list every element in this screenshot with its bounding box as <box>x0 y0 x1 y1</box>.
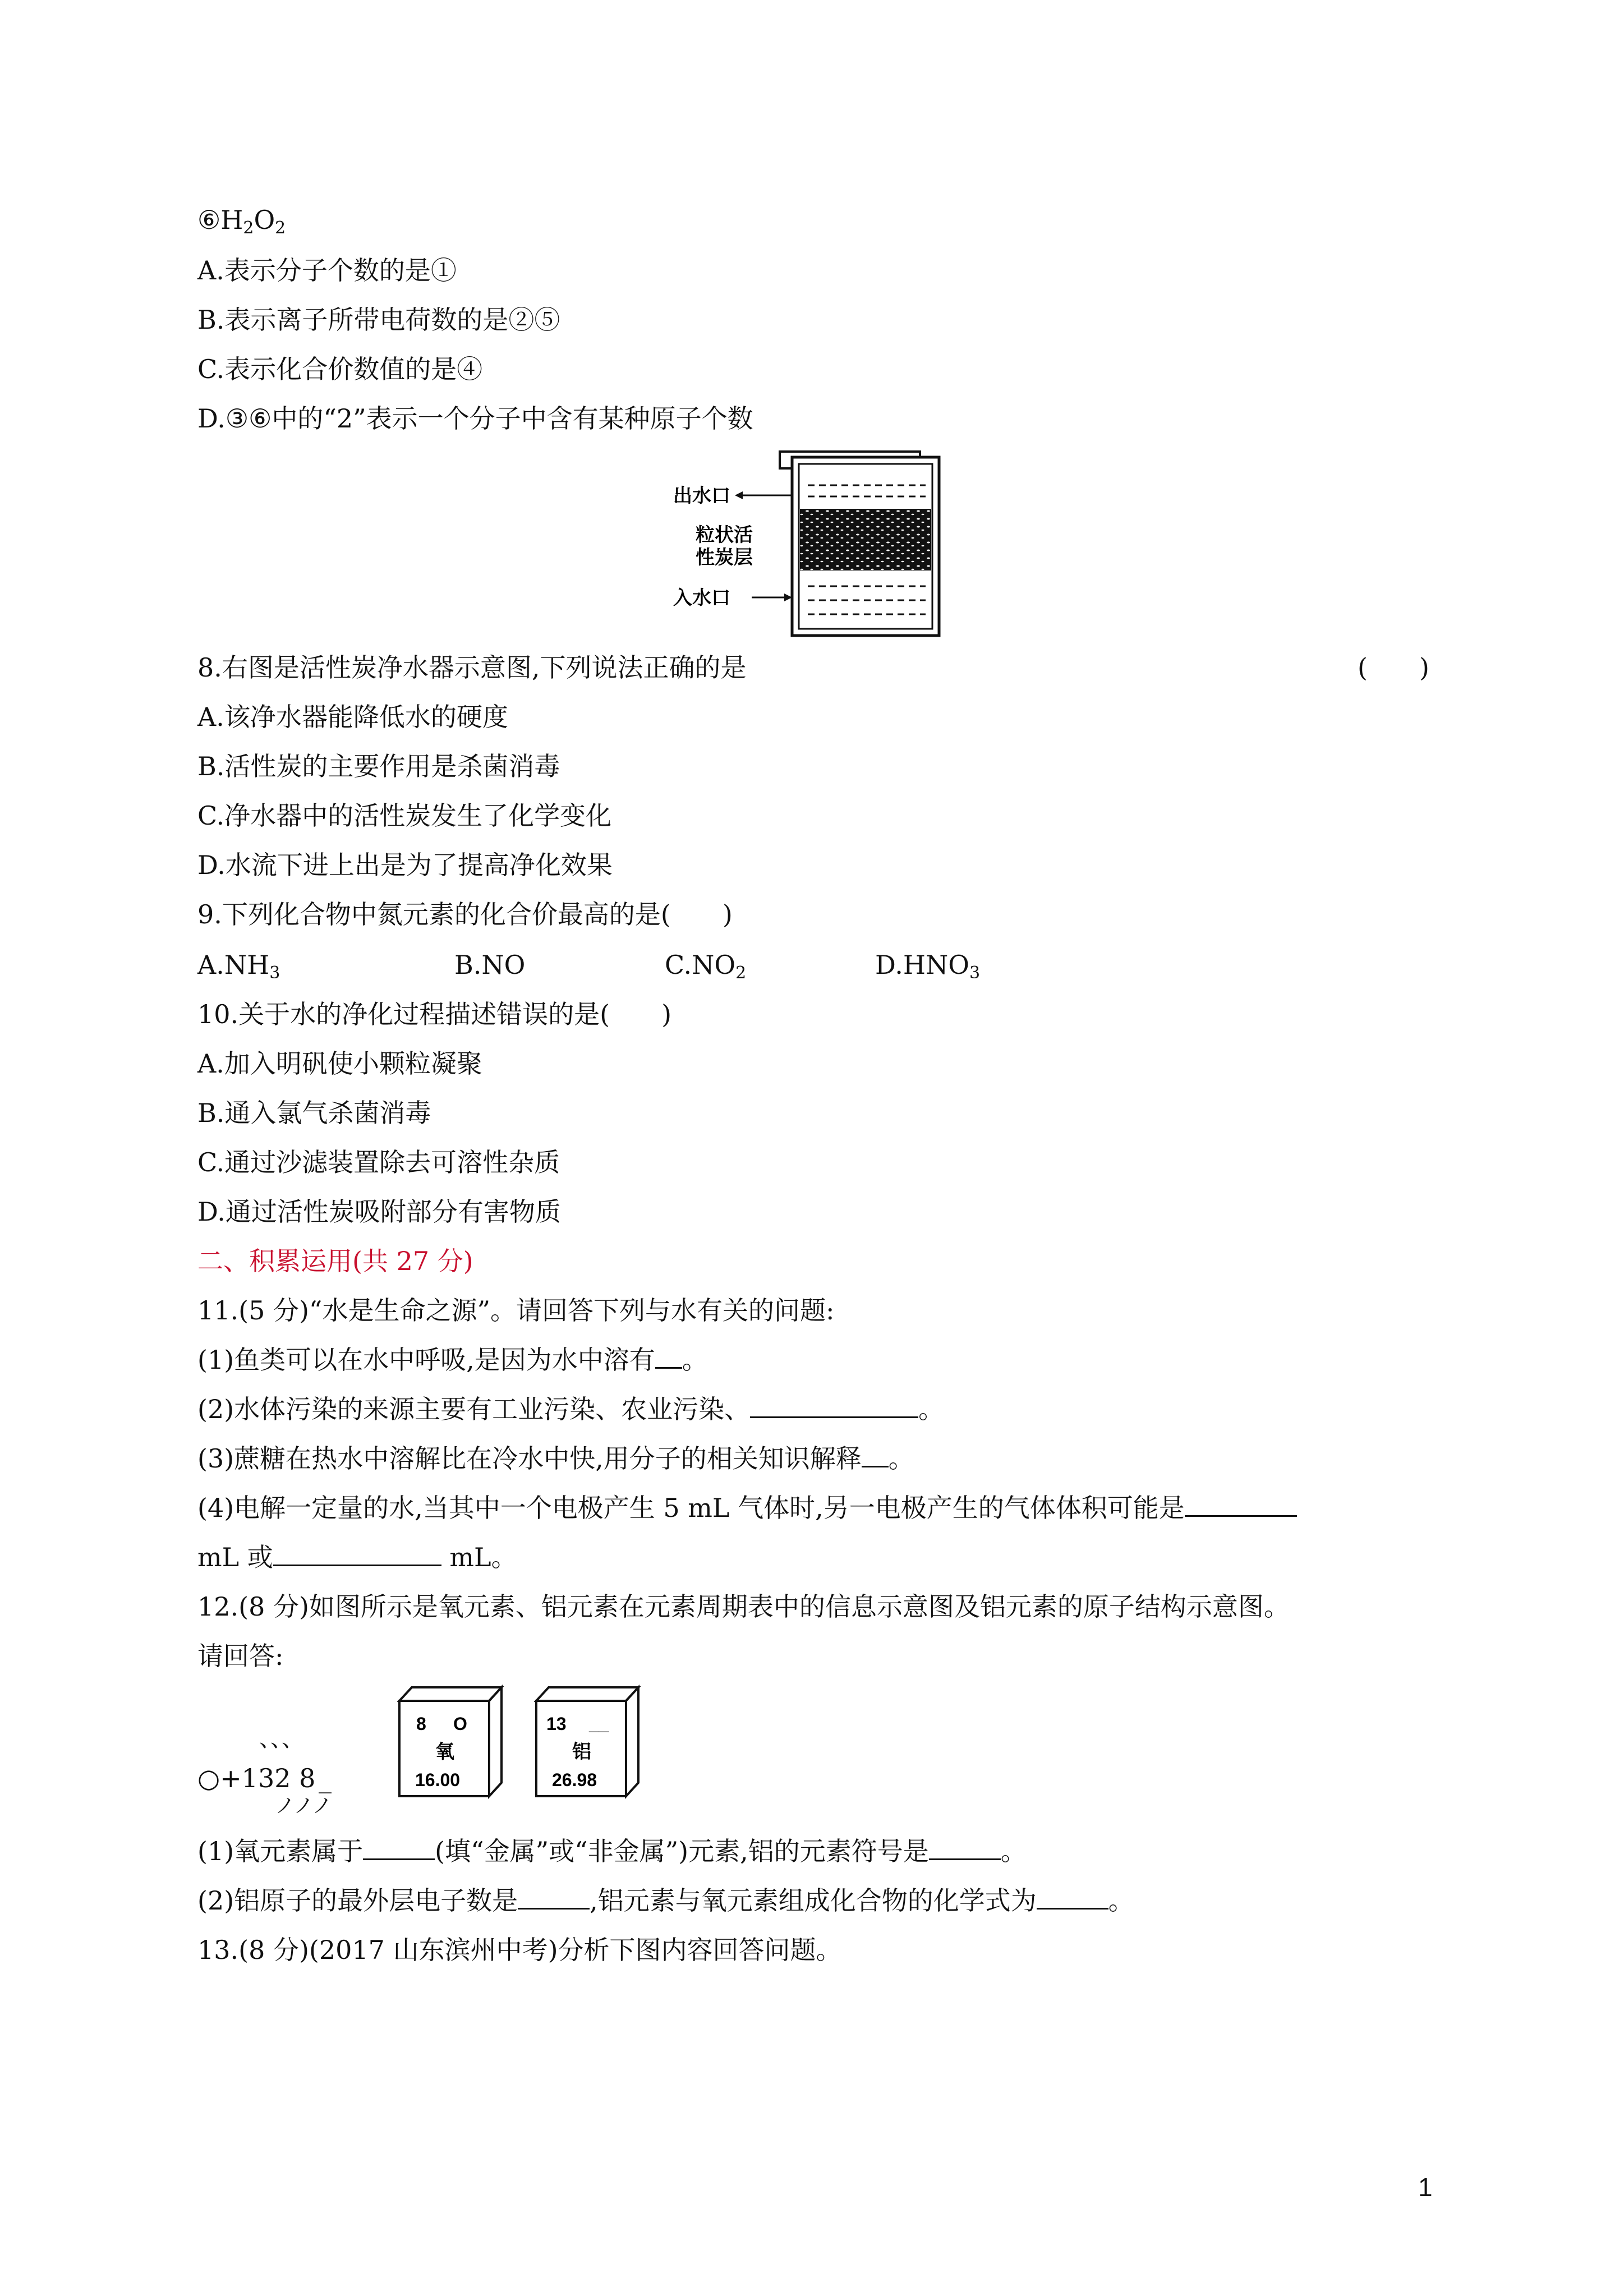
atom-tail: _ <box>319 1763 332 1793</box>
outlet-label: 出水口 <box>673 485 730 507</box>
answer-blank[interactable] <box>862 1443 889 1467</box>
q8-answer-paren: ( ) <box>1358 652 1429 683</box>
atomic-number: 13 <box>546 1714 567 1734</box>
q8-option-c: C.净水器中的活性炭发生了化学变化 <box>197 800 612 831</box>
q11-part1: (1)鱼类可以在水中呼吸,是因为水中溶有 。 <box>197 1345 708 1375</box>
answer-blank[interactable] <box>750 1394 918 1418</box>
carbon-label-line1: 粒状活 <box>696 524 753 546</box>
answer-blank[interactable] <box>929 1836 1001 1860</box>
atomic-number: 8 <box>416 1714 426 1734</box>
q7-option-b: B.表示离子所带电荷数的是②⑤ <box>197 305 560 335</box>
section-heading: 二、积累运用(共 27 分) <box>197 1246 473 1276</box>
q11-part3: (3)蔗糖在热水中溶解比在冷水中快,用分子的相关知识解释 。 <box>197 1443 914 1474</box>
q11-part2: (2)水体污染的来源主要有工业污染、农业污染、 。 <box>197 1394 945 1424</box>
atomic-mass: 16.00 <box>415 1770 461 1790</box>
answer-blank[interactable] <box>655 1345 682 1369</box>
q12-prompt: 请回答: <box>197 1641 284 1671</box>
element-name: 氧 <box>435 1741 454 1763</box>
activated-carbon-layer <box>800 509 931 570</box>
answer-blank[interactable] <box>1185 1493 1297 1517</box>
element-symbol-blank: __ <box>589 1714 609 1734</box>
q12-part2: (2)铝原子的最外层电子数是 ,铝元素与氧元素组成化合物的化学式为 。 <box>197 1885 1134 1916</box>
carbon-label-line2: 性炭层 <box>696 546 753 569</box>
atom-shell-marks-bottom: ノノノ <box>275 1795 333 1818</box>
answer-blank[interactable] <box>273 1542 441 1566</box>
q9-stem: 9.下列化合物中氮元素的化合价最高的是( ) <box>197 899 733 930</box>
q12-part1: (1)氧元素属于 (填“金属”或“非金属”)元素,铝的元素符号是 。 <box>197 1836 1027 1866</box>
element-symbol: O <box>453 1714 467 1734</box>
q12-stem: 12.(8 分)如图所示是氧元素、铝元素在元素周期表中的信息示意图及铝元素的原子结构示意图。 <box>197 1591 1290 1622</box>
q13-stem: 13.(8 分)(2017 山东滨州中考)分析下图内容回答问题。 <box>197 1935 842 1965</box>
q10-option-b: B.通入氯气杀菌消毒 <box>197 1098 431 1128</box>
q8-option-b: B.活性炭的主要作用是杀菌消毒 <box>197 751 560 781</box>
q10-option-c: C.通过沙滤装置除去可溶性杂质 <box>197 1147 560 1177</box>
top-water-layer <box>808 485 926 496</box>
q11-stem: 11.(5 分)“水是生命之源”。请回答下列与水有关的问题: <box>197 1295 835 1326</box>
q8-option-d: D.水流下进上出是为了提高净化效果 <box>197 850 613 880</box>
q10-option-a: A.加入明矾使小颗粒凝聚 <box>197 1048 482 1079</box>
answer-blank[interactable] <box>518 1885 590 1910</box>
q9-option-b: B.NO <box>454 950 526 980</box>
element-name: 铝 <box>572 1741 591 1763</box>
atom-nucleus: ○+132 8 <box>197 1763 316 1793</box>
q7-option-d: D.③⑥中的“2”表示一个分子中含有某种原子个数 <box>197 403 753 434</box>
q7-item-6: $⑥H_2O_2$ <box>197 205 286 238</box>
q11-part4-cont: mL 或 mL。 <box>197 1542 517 1572</box>
q10-stem: 10.关于水的净化过程描述错误的是( ) <box>197 999 672 1029</box>
q9-option-d: $D.HNO_3$ <box>875 950 981 983</box>
water-purifier-figure <box>673 446 965 642</box>
q7-option-c: C.表示化合价数值的是④ <box>197 354 483 384</box>
element-card-oxygen <box>397 1684 509 1802</box>
q8-option-a: A.该净水器能降低水的硬度 <box>197 702 508 732</box>
page-number: 1 <box>1418 2173 1433 2202</box>
atom-shell-marks-top: 、、、 <box>259 1726 304 1752</box>
q11-part4: (4)电解一定量的水,当其中一个电极产生 5 mL 气体时,另一电极产生的气体体积可能是 <box>197 1491 1297 1525</box>
element-card-aluminum <box>534 1684 646 1802</box>
q8-stem: 8.右图是活性炭净水器示意图,下列说法正确的是 <box>197 652 747 683</box>
q7-option-a: A.表示分子个数的是① <box>197 255 457 286</box>
answer-blank[interactable] <box>363 1836 435 1860</box>
q9-option-a: $A.NH_3$ <box>197 950 280 983</box>
bottom-water-layer <box>808 586 926 614</box>
q9-option-c: $C.NO_2$ <box>665 950 747 983</box>
atomic-mass: 26.98 <box>552 1770 597 1790</box>
answer-blank[interactable] <box>1037 1885 1108 1910</box>
inlet-label: 入水口 <box>673 587 730 609</box>
q10-option-d: D.通过活性炭吸附部分有害物质 <box>197 1197 561 1227</box>
